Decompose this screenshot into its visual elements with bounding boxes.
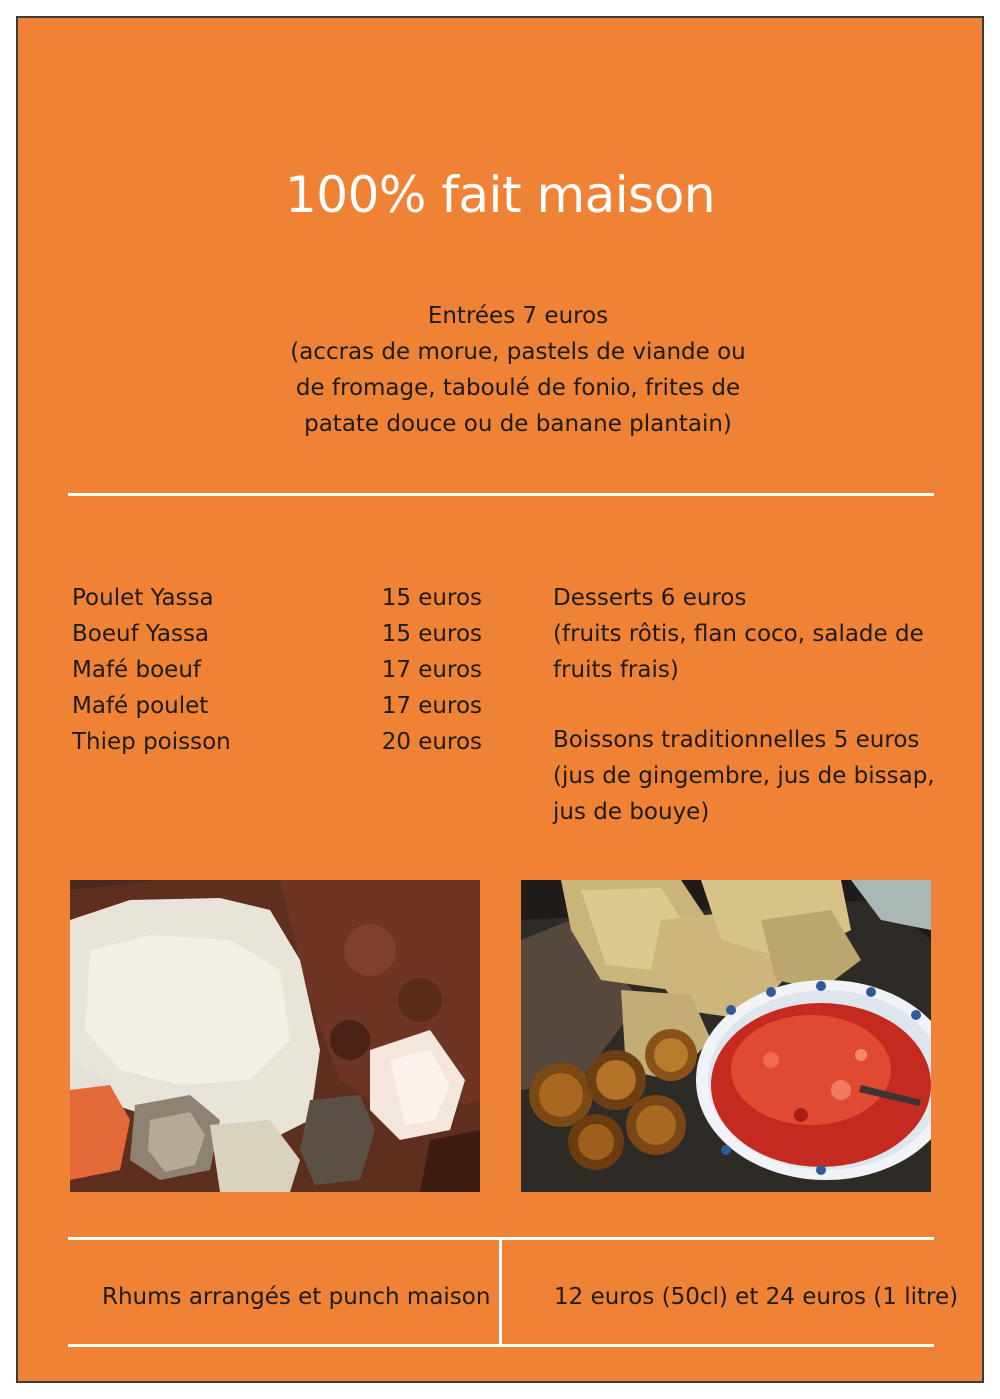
boissons-description-line: jus de bouye): [553, 799, 710, 825]
list-item: [72, 652, 482, 688]
menu-card: [16, 16, 984, 1383]
entrees-description-line: patate douce ou de banane plantain): [304, 411, 732, 437]
list-item: [72, 688, 482, 724]
footer-vertical-divider: [499, 1239, 502, 1347]
dish-price: 20 euros: [381, 729, 482, 755]
dish-name: Poulet Yassa: [72, 585, 214, 611]
dish-name: Thiep poisson: [72, 729, 231, 755]
list-item: [72, 616, 482, 652]
fritters-plantain-photo: [521, 880, 931, 1192]
desserts-description-line: (fruits rôtis, flan coco, salade de: [553, 621, 924, 647]
list-item: [72, 580, 482, 616]
dish-name: Mafé boeuf: [72, 657, 201, 683]
footer-price: 12 euros (50cl) et 24 euros (1 litre): [554, 1284, 959, 1310]
dish-name: Boeuf Yassa: [72, 621, 210, 647]
desserts-description-line: fruits frais): [553, 657, 679, 683]
dish-price: 17 euros: [381, 693, 482, 719]
desserts-heading: Desserts 6 euros: [553, 585, 747, 611]
dish-price: 15 euros: [381, 621, 482, 647]
rice-stew-photo: [70, 880, 480, 1192]
list-item: [72, 724, 482, 760]
entrees-heading: Entrées 7 euros: [427, 303, 609, 329]
divider-footer-bottom: [68, 1344, 934, 1347]
dish-price: 17 euros: [381, 657, 482, 683]
desserts-drinks-section: [553, 580, 953, 830]
page-title: 100% fait maison: [284, 166, 716, 224]
dish-name: Mafé poulet: [72, 693, 209, 719]
boissons-heading: Boissons traditionnelles 5 euros: [553, 727, 920, 753]
divider-top: [68, 493, 934, 496]
dish-price: 15 euros: [381, 585, 482, 611]
mains-list: [72, 580, 482, 760]
entrees-description-line: (accras de morue, pastels de viande ou: [290, 339, 746, 365]
entrees-section: [268, 298, 768, 442]
footer-label: Rhums arrangés et punch maison: [102, 1284, 491, 1310]
boissons-description-line: (jus de gingembre, jus de bissap,: [553, 763, 935, 789]
entrees-description-line: de fromage, taboulé de fonio, frites de: [295, 375, 741, 401]
